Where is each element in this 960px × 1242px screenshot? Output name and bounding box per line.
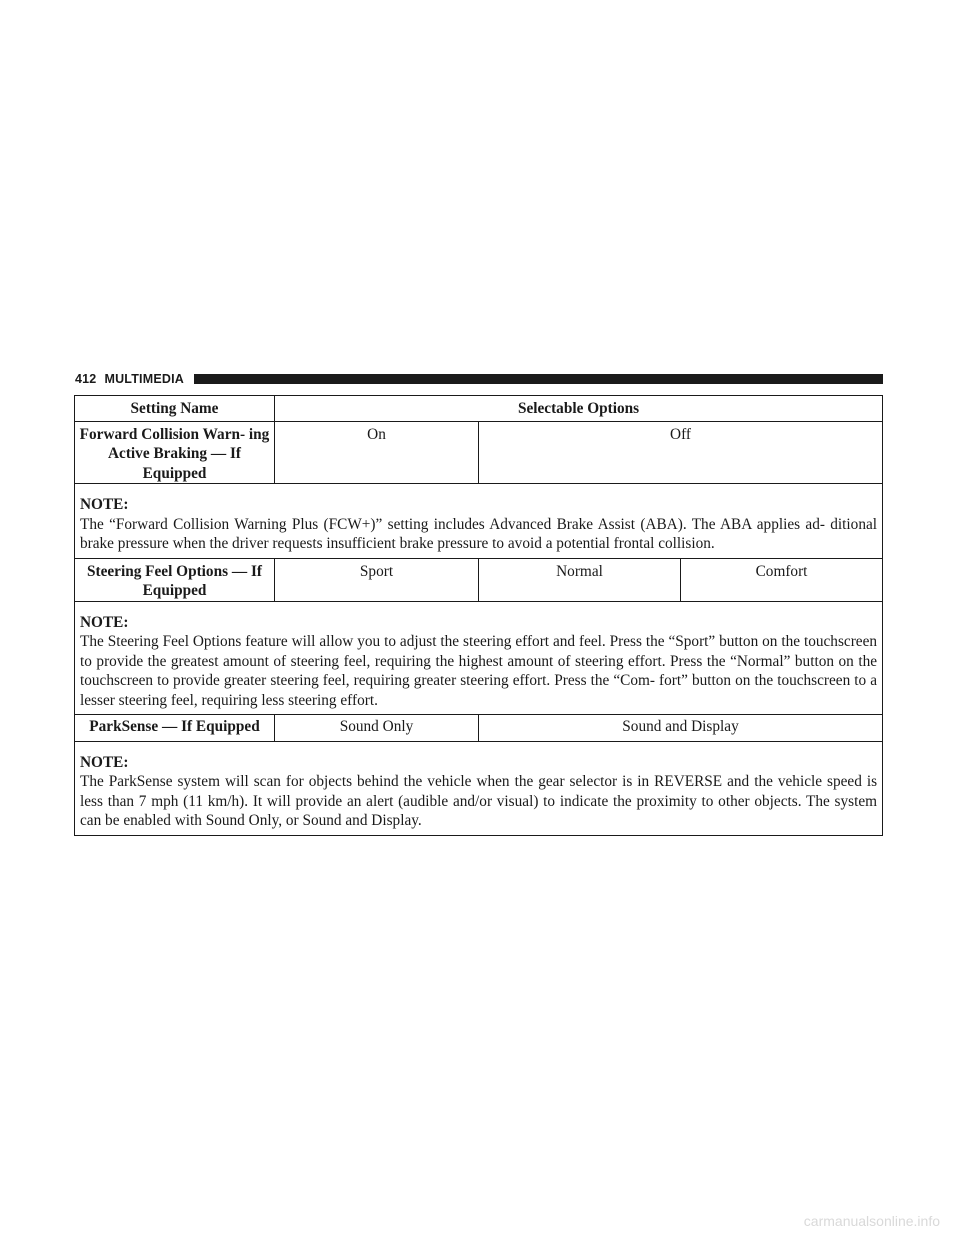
page-header (75, 370, 883, 388)
option-cell: Sport (275, 558, 479, 601)
option-cell: On (275, 421, 479, 484)
note-row (75, 601, 883, 715)
note-text: The “Forward Collision Warning Plus (FCW+)” setting includes Advanced Brake Assist (ABA). The ABA applies ad- ditional brake pressure when the driver requests insufficient brake pressure to avoid a potential frontal collision. (80, 515, 878, 552)
table-row (75, 421, 883, 484)
note-title: NOTE: (80, 613, 129, 631)
note-title: NOTE: (80, 496, 129, 513)
note-cell (75, 484, 883, 559)
option-cell: Normal (479, 558, 681, 601)
watermark: carmanualsonline.info (803, 1213, 940, 1229)
note-cell (75, 601, 883, 715)
table-row (75, 715, 883, 742)
setting-name-cell: Steering Feel Options — If Equipped (75, 558, 275, 601)
column-header-selectable-options: Selectable Options (275, 396, 883, 422)
setting-name-cell: Forward Collision Warn- ing Active Braking — If Equipped (75, 421, 275, 484)
option-cell: Sound Only (275, 715, 479, 742)
note-cell (75, 741, 883, 835)
note-title: NOTE: (80, 753, 129, 771)
note-text: The ParkSense system will scan for objects behind the vehicle when the gear selector is in REVERSE and the vehicle speed is less than 7 mph (11 km/h). It will provide an alert (audible and/or visual) to indicate the proximity to other objects. The system can be enabled with Sound Only, or Sound and Display. (80, 773, 878, 829)
column-header-setting-name: Setting Name (75, 396, 275, 422)
settings-table (74, 395, 883, 836)
table-row (75, 558, 883, 601)
option-cell: Comfort (681, 558, 883, 601)
header-rule (194, 374, 883, 384)
option-cell: Sound and Display (479, 715, 883, 742)
page-number: 412 (75, 372, 97, 386)
note-text: The Steering Feel Options feature will allow you to adjust the steering effort and feel. Press the “Sport” button on the touchscreen to provide the greatest amount of steering feel, requiring the highest amount of steering effort. Press the “Normal” button on the touchscreen to provide greater steering feel, requiring greater steering effort. Press the “Com- fort” button on the touchscreen to a lesser steering feel, requiring less steering effort. (80, 633, 878, 709)
note-row (75, 741, 883, 835)
option-cell: Off (479, 421, 883, 484)
setting-name-cell: ParkSense — If Equipped (75, 715, 275, 742)
section-title: MULTIMEDIA (104, 372, 185, 386)
table-header-row (75, 396, 883, 422)
note-row (75, 484, 883, 559)
